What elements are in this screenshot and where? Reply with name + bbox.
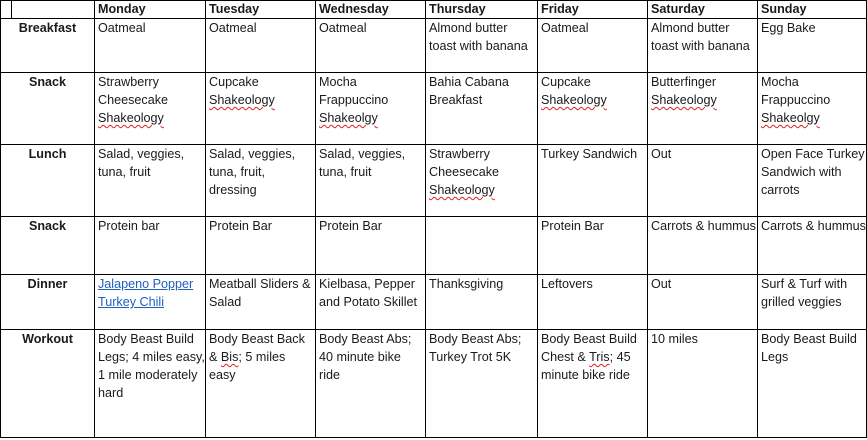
cell-text: Almond butter toast with banana: [651, 21, 750, 53]
cell-workout-thursday: [426, 330, 538, 438]
cell-text: Cupcake: [209, 75, 259, 89]
day-header-tuesday: Tuesday: [206, 1, 316, 19]
cell-text: Protein Bar: [319, 219, 382, 233]
cell-text: Butterfinger: [651, 75, 717, 89]
cell-text: Egg Bake: [761, 21, 816, 35]
spellcheck-flagged-word: Tris: [589, 350, 610, 364]
cell-snack-pm-sunday: [758, 217, 867, 275]
cell-text: ; 45 minute bike ride: [541, 350, 631, 382]
cell-text: Protein Bar: [209, 219, 272, 233]
row-workout: [1, 330, 867, 438]
day-header-saturday: Saturday: [648, 1, 758, 19]
cell-workout-wednesday: [316, 330, 426, 438]
cell-breakfast-saturday: [648, 19, 758, 73]
cell-text: Salad, veggies, tuna, fruit, dressing: [209, 147, 296, 197]
row-snack-pm: [1, 217, 867, 275]
cell-text: Bahia Cabana Breakfast: [429, 75, 509, 107]
cell-breakfast-friday: [538, 19, 648, 73]
cell-snack-pm-thursday: [426, 217, 538, 275]
cell-text: Strawberry Cheesecake: [98, 75, 169, 107]
cell-text: Open Face Turkey Sandwich with carrots: [761, 147, 865, 197]
cell-text: Kielbasa, Pepper and Potato Skillet: [319, 277, 418, 309]
row-label-snack-pm: Snack: [1, 217, 95, 275]
cell-dinner-thursday: [426, 275, 538, 330]
cell-snack-pm-monday: [95, 217, 206, 275]
row-label-lunch: Lunch: [1, 145, 95, 217]
cell-text: Body Beast Back &: [209, 332, 305, 364]
spellcheck-flagged-word: Shakeolgy: [319, 111, 378, 125]
cell-text: Turkey Sandwich: [541, 147, 638, 161]
spellcheck-flagged-word: Shakeology: [98, 111, 164, 125]
row-label-breakfast: Breakfast: [1, 19, 95, 73]
cell-text: Carrots & hummus: [761, 219, 866, 233]
cell-workout-tuesday: [206, 330, 316, 438]
recipe-link[interactable]: Jalapeno Popper Turkey Chili: [98, 277, 194, 309]
cell-snack-pm-wednesday: [316, 217, 426, 275]
spellcheck-flagged-word: Shakeology: [209, 93, 275, 107]
spellcheck-flagged-word: Shakeology: [429, 183, 495, 197]
cell-text: Mocha Frappuccino: [761, 75, 831, 107]
cell-dinner-friday: [538, 275, 648, 330]
cell-text: Out: [651, 147, 672, 161]
cell-dinner-saturday: [648, 275, 758, 330]
cell-dinner-sunday: [758, 275, 867, 330]
cell-dinner-wednesday: [316, 275, 426, 330]
day-header-monday: Monday: [95, 1, 206, 19]
cell-text: Strawberry Cheesecake: [429, 147, 500, 179]
cell-breakfast-sunday: [758, 19, 867, 73]
cell-text: Out: [651, 277, 672, 291]
row-dinner: [1, 275, 867, 330]
row-lunch: [1, 145, 867, 217]
cell-breakfast-monday: [95, 19, 206, 73]
cell-lunch-saturday: [648, 145, 758, 217]
spellcheck-flagged-word: Shakeology: [541, 93, 607, 107]
cell-snack-pm-friday: [538, 217, 648, 275]
row-snack-am: [1, 73, 867, 145]
cell-text: Thanksgiving: [429, 277, 504, 291]
cell-text: Body Beast Build Legs: [761, 332, 857, 364]
cell-snack-am-friday: [538, 73, 648, 145]
cell-snack-pm-tuesday: [206, 217, 316, 275]
cell-workout-friday: [538, 330, 648, 438]
cell-text: 10 miles: [651, 332, 698, 346]
cell-text: Protein Bar: [541, 219, 604, 233]
day-header-thursday: Thursday: [426, 1, 538, 19]
cell-workout-saturday: [648, 330, 758, 438]
cell-lunch-friday: [538, 145, 648, 217]
cell-snack-pm-saturday: [648, 217, 758, 275]
spellcheck-flagged-word: Shakeolgy: [761, 111, 820, 125]
cell-text: Surf & Turf with grilled veggies: [761, 277, 848, 309]
cell-snack-am-thursday: [426, 73, 538, 145]
cell-snack-am-sunday: [758, 73, 867, 145]
cell-text: Leftovers: [541, 277, 593, 291]
cell-snack-am-tuesday: [206, 73, 316, 145]
cell-text: Oatmeal: [541, 21, 589, 35]
cell-text: Carrots & hummus: [651, 219, 756, 233]
cell-lunch-sunday: [758, 145, 867, 217]
cell-snack-am-monday: [95, 73, 206, 145]
cell-breakfast-thursday: [426, 19, 538, 73]
spellcheck-flagged-word: Shakeology: [651, 93, 717, 107]
cell-workout-sunday: [758, 330, 867, 438]
cell-lunch-thursday: [426, 145, 538, 217]
corner-mark: [1, 1, 12, 18]
day-header-wednesday: Wednesday: [316, 1, 426, 19]
cell-text: Body Beast Build Chest &: [541, 332, 637, 364]
spellcheck-flagged-word: Bis: [220, 350, 239, 364]
cell-workout-monday: [95, 330, 206, 438]
cell-text: Almond butter toast with banana: [429, 21, 528, 53]
table-body: [1, 19, 867, 438]
cell-lunch-tuesday: [206, 145, 316, 217]
cell-text: Oatmeal: [319, 21, 367, 35]
cell-breakfast-tuesday: [206, 19, 316, 73]
cell-text: Oatmeal: [98, 21, 146, 35]
day-header-sunday: Sunday: [758, 1, 867, 19]
corner-cell: [1, 1, 95, 19]
cell-text: Meatball Sliders & Salad: [209, 277, 311, 309]
cell-text: Protein bar: [98, 219, 160, 233]
row-breakfast: [1, 19, 867, 73]
cell-lunch-monday: [95, 145, 206, 217]
row-label-snack-am: Snack: [1, 73, 95, 145]
header-row: [1, 1, 867, 19]
day-header-friday: Friday: [538, 1, 648, 19]
cell-lunch-wednesday: [316, 145, 426, 217]
cell-text: Oatmeal: [209, 21, 257, 35]
cell-text: ; 5 miles easy: [209, 350, 286, 382]
cell-text: Cupcake: [541, 75, 591, 89]
cell-breakfast-wednesday: [316, 19, 426, 73]
row-label-workout: Workout: [1, 330, 95, 438]
cell-text: Salad, veggies, tuna, fruit: [319, 147, 406, 179]
cell-text: Body Beast Abs; Turkey Trot 5K: [429, 332, 522, 364]
row-label-dinner: Dinner: [1, 275, 95, 330]
cell-snack-am-wednesday: [316, 73, 426, 145]
cell-dinner-tuesday: [206, 275, 316, 330]
cell-snack-am-saturday: [648, 73, 758, 145]
cell-text: Mocha Frappuccino: [319, 75, 389, 107]
cell-dinner-monday: [95, 275, 206, 330]
cell-text: Body Beast Abs; 40 minute bike ride: [319, 332, 412, 382]
cell-text: Body Beast Build Legs; 4 miles easy, 1 mile moderately hard: [98, 332, 205, 400]
cell-text: Salad, veggies, tuna, fruit: [98, 147, 185, 179]
